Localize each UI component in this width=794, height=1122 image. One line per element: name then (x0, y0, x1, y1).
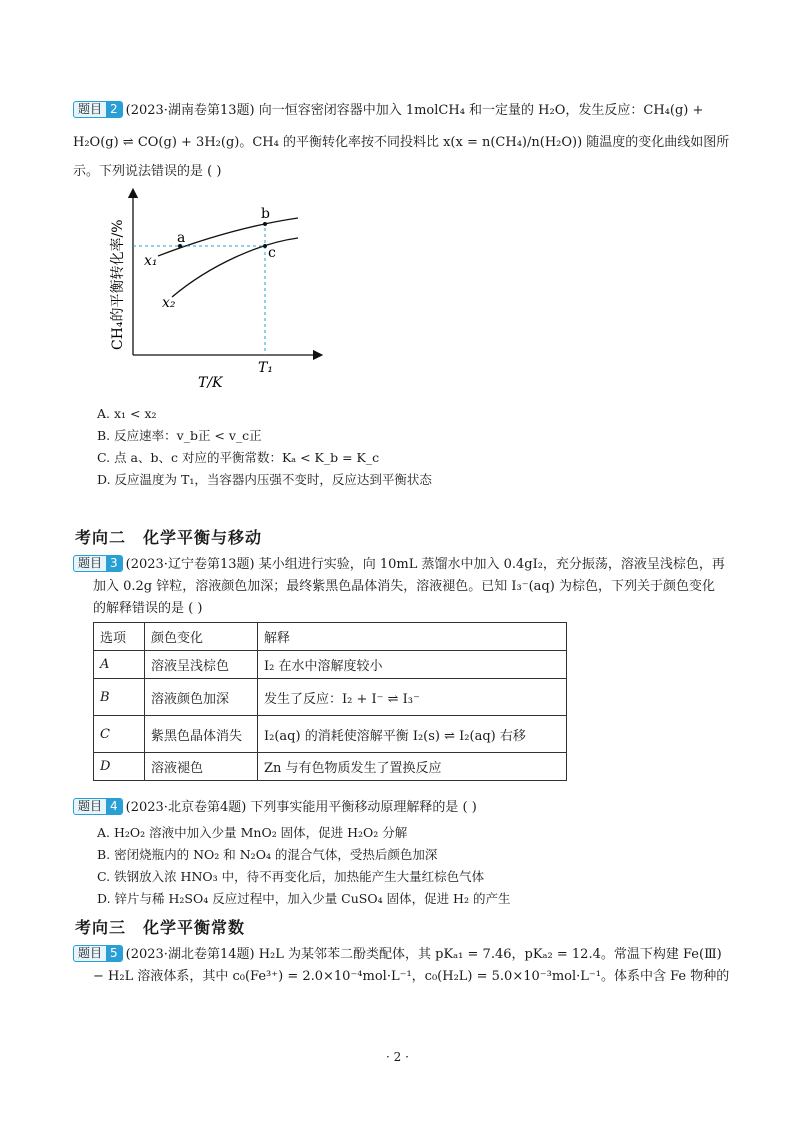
label-a: a (177, 230, 186, 246)
q3-table (93, 622, 567, 781)
table-cell: A (94, 651, 145, 679)
page-number: · 2 · (386, 1050, 409, 1064)
table-cell: 发生了反应：I₂ + I⁻ ⇌ I₃⁻ (258, 679, 567, 716)
conversion-graph (100, 185, 330, 395)
table-cell: 溶液颜色加深 (145, 679, 258, 716)
q2-option-c: C. 点 a、b、c 对应的平衡常数：Kₐ < K_b = K_c (97, 450, 380, 465)
q3-badge: 题目 3 (73, 555, 123, 572)
q4-option-d: D. 锌片与稀 H₂SO₄ 反应过程中，加入少量 CuSO₄ 固体，促进 H₂ 的产生 (97, 891, 511, 906)
q2-line3: 示。下列说法错误的是 ( ) (73, 164, 222, 179)
table-cell: D (94, 753, 145, 781)
label-t1: T₁ (258, 360, 273, 376)
table-cell: B (94, 679, 145, 716)
q2-option-a: A. x₁ < x₂ (97, 406, 157, 421)
y-axis-label: CH₄的平衡转化率/% (110, 219, 126, 350)
table-row (94, 651, 567, 679)
label-c: c (268, 245, 276, 261)
q2-option-d: D. 反应温度为 T₁，当容器内压强不变时，反应达到平衡状态 (97, 472, 432, 487)
q2-badge: 题目 2 (73, 101, 123, 118)
label-x2: x₂ (162, 295, 176, 311)
table-cell: I₂ 在水中溶解度较小 (258, 651, 567, 679)
table-cell: C (94, 716, 145, 753)
section-heading-3: 考向三 化学平衡常数 (75, 918, 246, 937)
q3-line1: 题目 3 (2023·辽宁卷第13题) 某小组进行实验，向 10mL 蒸馏水中加入 0.4gI₂，充分振荡，溶液呈浅棕色，再 (73, 555, 725, 574)
q5-badge: 题目 5 (73, 945, 123, 962)
table-row (94, 679, 567, 716)
q3-line2: 加入 0.2g 锌粒，溶液颜色加深；最终紫黑色晶体消失，溶液褪色。已知 I₃⁻(aq) 为棕色，下列关于颜色变化 (93, 579, 715, 594)
table-row (94, 753, 567, 781)
q5-line2: − H₂L 溶液体系，其中 c₀(Fe³⁺) = 2.0×10⁻⁴mol·L⁻¹，c₀(H₂L) = 5.0×10⁻³mol·L⁻¹。体系中含 Fe 物种的 (93, 969, 730, 984)
curve-x2 (172, 238, 298, 297)
table-cell: 紫黑色晶体消失 (145, 716, 258, 753)
table-cell: Zn 与有色物质发生了置换反应 (258, 753, 567, 781)
q4-badge: 题目 4 (73, 798, 123, 815)
q4-option-b: B. 密闭烧瓶内的 NO₂ 和 N₂O₄ 的混合气体，受热后颜色加深 (97, 847, 438, 862)
table-cell: I₂(aq) 的消耗使溶解平衡 I₂(s) ⇌ I₂(aq) 右移 (258, 716, 567, 753)
table-cell: 溶液褪色 (145, 753, 258, 781)
table-header-row (94, 623, 567, 651)
q2-line1: 题目 2 (2023·湖南卷第13题) 向一恒容密闭容器中加入 1molCH₄ 和一定量的 H₂O，发生反应：CH₄(g) + (73, 101, 703, 120)
table-header-cell: 选项 (94, 623, 145, 651)
q4-option-c: C. 铁钢放入浓 HNO₃ 中，待不再变化后，加热能产生大量红棕色气体 (97, 869, 485, 884)
x-axis-label: T/K (198, 375, 223, 391)
q3-line3: 的解释错误的是 ( ) (93, 601, 203, 616)
label-x1: x₁ (144, 253, 158, 269)
q2-line2: H₂O(g) ⇌ CO(g) + 3H₂(g)。CH₄ 的平衡转化率按不同投料比 x(x = n(CH₄)/n(H₂O)) 随温度的变化曲线如图所 (73, 135, 730, 150)
q4-option-a: A. H₂O₂ 溶液中加入少量 MnO₂ 固体，促进 H₂O₂ 分解 (97, 825, 408, 840)
table-row (94, 716, 567, 753)
q5-line1: 题目 5 (2023·湖北卷第14题) H₂L 为某邻苯二酚类配体，其 pKₐ₁ = 7.46，pKₐ₂ = 12.4。常温下构建 Fe(Ⅲ) (73, 945, 722, 964)
section-heading-2: 考向二 化学平衡与移动 (75, 528, 263, 547)
table-cell: 溶液呈浅棕色 (145, 651, 258, 679)
point-b (263, 222, 267, 226)
table-header-cell: 解释 (258, 623, 567, 651)
point-c (263, 244, 267, 248)
label-b: b (261, 206, 270, 222)
table-header-cell: 颜色变化 (145, 623, 258, 651)
q2-option-b: B. 反应速率：v_b正 < v_c正 (97, 428, 262, 443)
q4-line1: 题目 4 (2023·北京卷第4题) 下列事实能用平衡移动原理解释的是 ( ) (73, 798, 477, 817)
